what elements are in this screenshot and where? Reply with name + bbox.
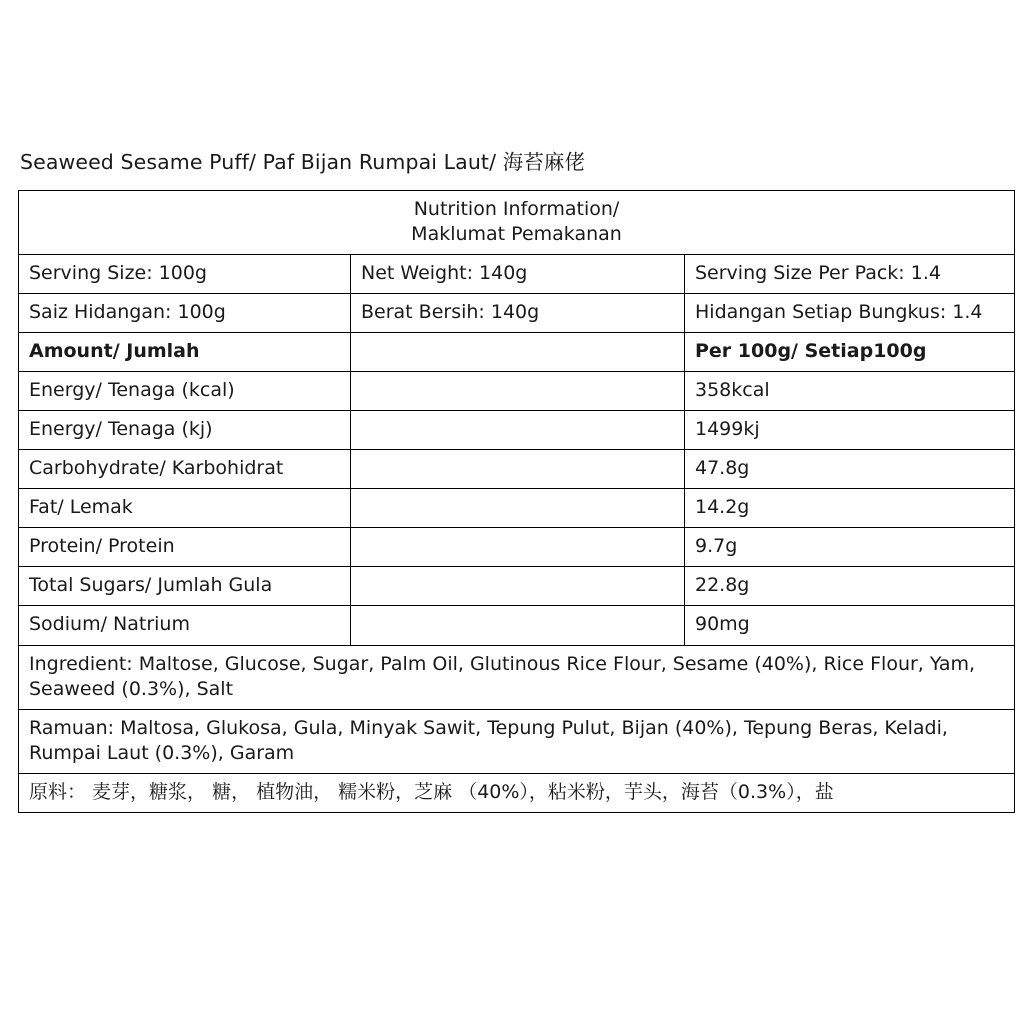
net-weight-ms: Berat Bersih: 140g xyxy=(351,293,685,332)
serving-size-ms: Saiz Hidangan: 100g xyxy=(19,293,351,332)
ingredients-row-malay xyxy=(19,709,1015,773)
nutrient-middle xyxy=(351,528,685,567)
nutrient-value: 47.8g xyxy=(685,450,1015,489)
page-title: Seaweed Sesame Puff/ Paf Bijan Rumpai Laut/ 海苔麻佬 xyxy=(20,150,586,174)
ingredients-row-english xyxy=(19,645,1015,709)
ingredients-chinese: 原料： 麦芽，糖浆， 糖， 植物油， 糯米粉，芝麻 （40%），粘米粉，芋头，海苔（0.3%），盐 xyxy=(19,773,1015,812)
nutrient-middle xyxy=(351,372,685,411)
nutrient-name: Energy/ Tenaga (kcal) xyxy=(19,372,351,411)
nutrient-value: 358kcal xyxy=(685,372,1015,411)
nutrient-value: 90mg xyxy=(685,606,1015,645)
table-row xyxy=(19,567,1015,606)
nutrient-value: 14.2g xyxy=(685,489,1015,528)
table-row xyxy=(19,411,1015,450)
nutrient-middle xyxy=(351,450,685,489)
table-header-line2: Maklumat Pemakanan xyxy=(411,222,622,245)
table-header-row xyxy=(19,190,1015,254)
net-weight-en: Net Weight: 140g xyxy=(351,254,685,293)
ingredients-english: Ingredient: Maltose, Glucose, Sugar, Palm Oil, Glutinous Rice Flour, Sesame (40%), Rice Flour, Yam, Seaweed (0.3%), Salt xyxy=(19,645,1015,709)
nutrient-value: 22.8g xyxy=(685,567,1015,606)
nutrient-middle xyxy=(351,567,685,606)
serving-per-pack-ms: Hidangan Setiap Bungkus: 1.4 xyxy=(685,293,1015,332)
nutrient-name: Carbohydrate/ Karbohidrat xyxy=(19,450,351,489)
amount-middle xyxy=(351,332,685,371)
nutrient-middle xyxy=(351,606,685,645)
ingredients-malay: Ramuan: Maltosa, Glukosa, Gula, Minyak Sawit, Tepung Pulut, Bijan (40%), Tepung Beras, Keladi, Rumpai Laut (0.3%), Garam xyxy=(19,709,1015,773)
nutrient-middle xyxy=(351,489,685,528)
ingredients-row-chinese xyxy=(19,773,1015,812)
nutrient-value: 1499kj xyxy=(685,411,1015,450)
table-row xyxy=(19,606,1015,645)
table-row xyxy=(19,489,1015,528)
nutrient-middle xyxy=(351,411,685,450)
table-row xyxy=(19,254,1015,293)
nutrient-name: Fat/ Lemak xyxy=(19,489,351,528)
nutrient-name: Sodium/ Natrium xyxy=(19,606,351,645)
amount-label: Amount/ Jumlah xyxy=(19,332,351,371)
table-row xyxy=(19,450,1015,489)
nutrient-name: Energy/ Tenaga (kj) xyxy=(19,411,351,450)
nutrient-name: Protein/ Protein xyxy=(19,528,351,567)
amount-per-serving: Per 100g/ Setiap100g xyxy=(685,332,1015,371)
table-header-cell xyxy=(19,190,1015,254)
table-row-amount xyxy=(19,332,1015,371)
serving-per-pack-en: Serving Size Per Pack: 1.4 xyxy=(685,254,1015,293)
table-row xyxy=(19,528,1015,567)
table-header-line1: Nutrition Information/ xyxy=(413,197,620,220)
serving-size-en: Serving Size: 100g xyxy=(19,254,351,293)
nutrient-value: 9.7g xyxy=(685,528,1015,567)
table-row xyxy=(19,293,1015,332)
nutrient-name: Total Sugars/ Jumlah Gula xyxy=(19,567,351,606)
nutrition-information-table xyxy=(18,190,1015,813)
table-row xyxy=(19,372,1015,411)
